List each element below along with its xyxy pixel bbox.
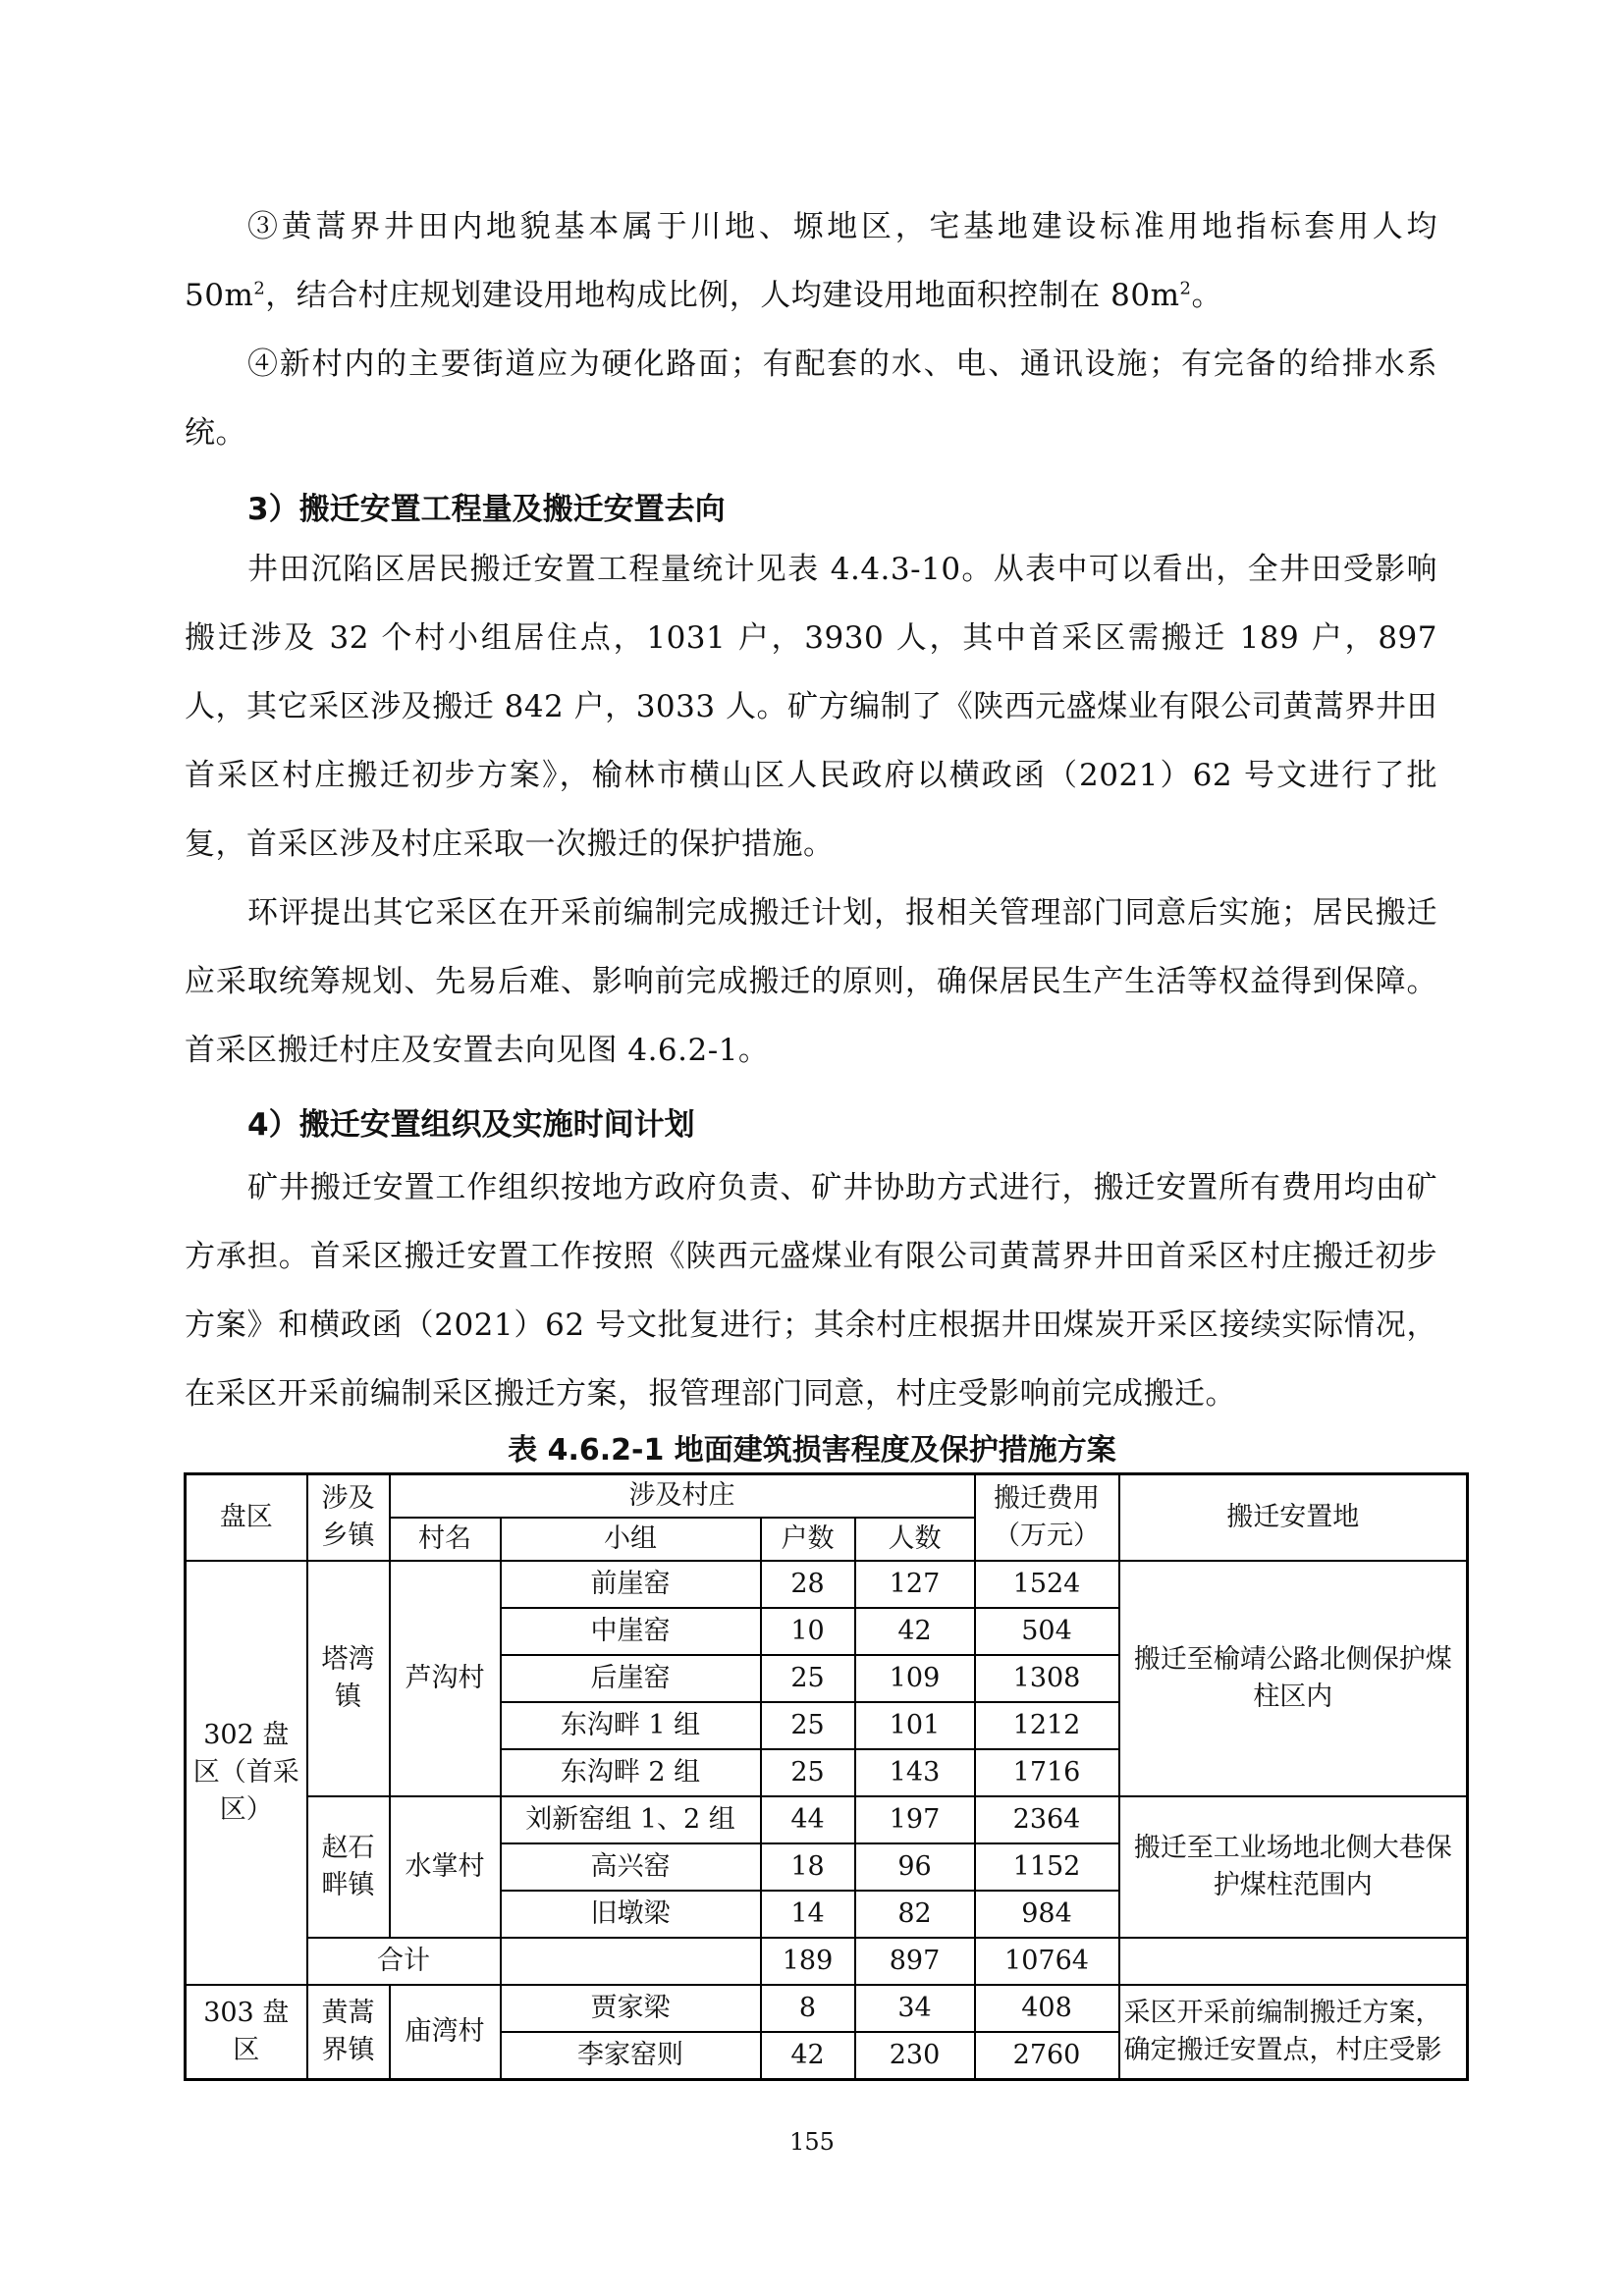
cell-district-302: 302 盘区（首采区） [186,1561,307,1985]
cell-cost: 1524 [975,1561,1119,1608]
paragraph-organization: 矿井搬迁安置工作组织按地方政府负责、矿井协助方式进行，搬迁安置所有费用均由矿方承担。首采区搬迁安置工作按照《陕西元盛煤业有限公司黄蒿界井田首采区村庄搬迁初步方案》和横政函（2021）62 号文批复进行；其余村庄根据井田煤炭开采区接续实际情况，在采区开采前编制采区搬迁方案，报管理部门同意，村庄受影响前完成搬迁。 [185,1170,1437,1412]
paragraph-item-3: ③黄蒿界井田内地貌基本属于川地、塬地区，宅基地建设标准用地指标套用人均$50m^2$，结合村庄规划建设用地构成比例，人均建设用地面积控制在 $80m^2$。 [185,209,1437,313]
relocation-table [184,1472,1469,2081]
cell-group: 李家窑则 [501,2032,761,2080]
cell-village: 庙湾村 [390,1985,501,2080]
header-villages: 涉及村庄 [390,1474,975,1519]
table-caption: 表 4.6.2-1 地面建筑损害程度及保护措施方案 [508,1433,1116,1468]
table-row [186,1796,1468,1843]
header-cost: 搬迁费用（万元） [975,1474,1119,1562]
cell-people: 34 [855,1985,975,2032]
cell-people: 127 [855,1561,975,1608]
cell-cost: 408 [975,1985,1119,2032]
cell-district-303: 303 盘区 [186,1985,307,2080]
table-header-row [186,1474,1468,1519]
cell-group: 旧墩梁 [501,1891,761,1938]
cell-households: 28 [761,1561,855,1608]
section-heading-4: 4）搬迁安置组织及实施时间计划 [247,1107,695,1143]
header-households: 户数 [761,1518,855,1561]
cell-people: 143 [855,1749,975,1796]
section-heading-3: 3）搬迁安置工程量及搬迁安置去向 [247,492,726,527]
header-village-name: 村名 [390,1518,501,1561]
header-destination: 搬迁安置地 [1119,1474,1468,1562]
cell-cost: 1716 [975,1749,1119,1796]
table-row [186,1561,1468,1608]
cell-people: 230 [855,2032,975,2080]
cell-group: 后崖窑 [501,1655,761,1702]
cell-group: 刘新窑组 1、2 组 [501,1796,761,1843]
cell-households: 25 [761,1655,855,1702]
page-number: 155 [789,2128,835,2156]
cell-total-households: 189 [761,1938,855,1985]
paragraph-eia-proposal: 环评提出其它采区在开采前编制完成搬迁计划，报相关管理部门同意后实施；居民搬迁应采取统筹规划、先易后难、影响前完成搬迁的原则，确保居民生产生活等权益得到保障。首采区搬迁村庄及安置去向见图 4.6.2-1。 [185,895,1437,1068]
cell-empty [1119,1938,1468,1985]
cell-households: 8 [761,1985,855,2032]
header-district: 盘区 [186,1474,307,1562]
cell-group: 高兴窑 [501,1843,761,1891]
cell-group: 东沟畔 2 组 [501,1749,761,1796]
cell-households: 25 [761,1749,855,1796]
cell-people: 197 [855,1796,975,1843]
cell-people: 82 [855,1891,975,1938]
cell-cost: 1152 [975,1843,1119,1891]
cell-cost: 2760 [975,2032,1119,2080]
cell-people: 101 [855,1702,975,1749]
cell-cost: 504 [975,1608,1119,1655]
cell-destination: 采区开采前编制搬迁方案，确定搬迁安置点，村庄受影 [1119,1985,1468,2080]
cell-households: 42 [761,2032,855,2080]
cell-destination: 搬迁至工业场地北侧大巷保护煤柱范围内 [1119,1796,1468,1938]
cell-empty [501,1938,761,1985]
cell-town: 赵石畔镇 [307,1796,390,1938]
table-row [186,1985,1468,2032]
cell-households: 18 [761,1843,855,1891]
cell-households: 10 [761,1608,855,1655]
cell-cost: 1212 [975,1702,1119,1749]
cell-cost: 1308 [975,1655,1119,1702]
cell-households: 14 [761,1891,855,1938]
cell-people: 96 [855,1843,975,1891]
cell-total-label: 合计 [307,1938,501,1985]
cell-village: 水掌村 [390,1796,501,1938]
cell-cost: 2364 [975,1796,1119,1843]
cell-town: 塔湾镇 [307,1561,390,1796]
header-town: 涉及乡镇 [307,1474,390,1562]
cell-group: 贾家梁 [501,1985,761,2032]
table-total-row [186,1938,1468,1985]
paragraph-item-4: ④新村内的主要街道应为硬化路面；有配套的水、电、通讯设施；有完备的给排水系统。 [185,347,1437,451]
cell-destination: 搬迁至榆靖公路北侧保护煤柱区内 [1119,1561,1468,1796]
cell-village: 芦沟村 [390,1561,501,1796]
header-people: 人数 [855,1518,975,1561]
cell-people: 109 [855,1655,975,1702]
cell-households: 44 [761,1796,855,1843]
cell-total-people: 897 [855,1938,975,1985]
cell-cost: 984 [975,1891,1119,1938]
header-group: 小组 [501,1518,761,1561]
cell-town: 黄蒿界镇 [307,1985,390,2080]
cell-total-cost: 10764 [975,1938,1119,1985]
cell-group: 中崖窑 [501,1608,761,1655]
paragraph-resettlement-volume: 井田沉陷区居民搬迁安置工程量统计见表 4.4.3-10。从表中可以看出，全井田受影响搬迁涉及 32 个村小组居住点，1031 户，3930 人，其中首采区需搬迁 189 户，897 人，其它采区涉及搬迁 842 户，3033 人。矿方编制了《陕西元盛煤业有限公司黄蒿界井田首采区村庄搬迁初步方案》，榆林市横山区人民政府以横政函（2021）62 号文进行了批复，首采区涉及村庄采取一次搬迁的保护措施。 [185,552,1437,862]
cell-households: 25 [761,1702,855,1749]
cell-people: 42 [855,1608,975,1655]
cell-group: 东沟畔 1 组 [501,1702,761,1749]
cell-group: 前崖窑 [501,1561,761,1608]
